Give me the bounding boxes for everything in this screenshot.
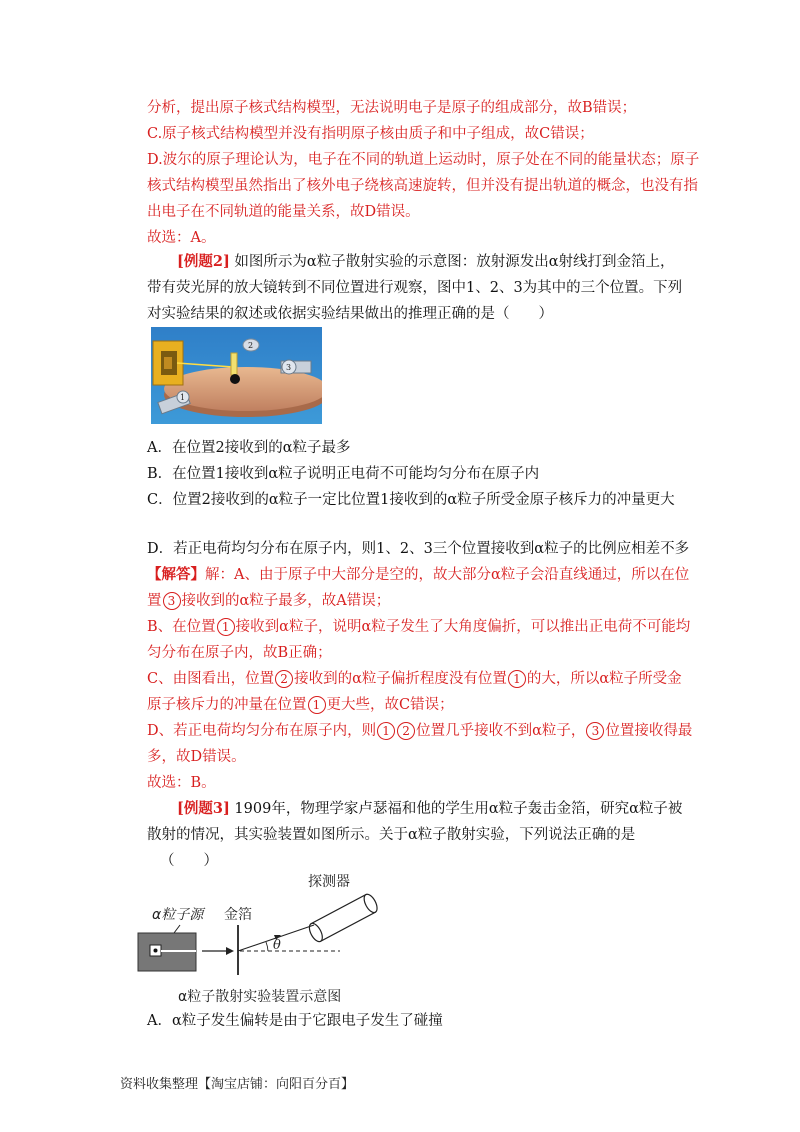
answer-line (147, 669, 682, 689)
answer-line: 多，故D错误。 (147, 749, 246, 765)
option-c: C．位置2接收到的α粒子一定比位置1接收到的α粒子所受金原子核斥力的冲量更大 (147, 492, 675, 508)
circled-number: 2 (397, 722, 415, 740)
answer-text: 更大些，故C错误； (326, 697, 454, 713)
option-b: B．在位置1接收到α粒子说明正电荷不可能均匀分布在原子内 (147, 466, 540, 482)
answer-line (147, 695, 454, 715)
example3-question (177, 799, 682, 819)
question-text: 带有荧光屏的放大镜转到不同位置进行观察，图中1、2、3为其中的三个位置。下列 (147, 280, 683, 296)
circled-number: 1 (308, 696, 326, 714)
question-text: 如图所示为α粒子散射实验的示意图：放射源发出α射线打到金箔上， (234, 254, 675, 270)
answer-line (147, 565, 689, 585)
circled-number: 1 (508, 670, 526, 688)
circled-number: 2 (275, 670, 293, 688)
question-text: 对实验结果的叙述或依据实验结果做出的推理正确的是（ ） (147, 306, 553, 322)
angle-theta-label: θ (273, 938, 281, 953)
answer-text: 接收到的α粒子偏折程度没有位置 (294, 671, 507, 687)
circled-number: 1 (377, 722, 395, 740)
answer-line: 匀分布在原子内，故B正确； (147, 645, 332, 661)
detector-icon (307, 892, 380, 943)
circled-number: 1 (217, 618, 235, 636)
answer-line (147, 617, 690, 637)
answer-text: 的大，所以α粒子所受金 (526, 671, 682, 687)
example-tag: [例题3] (177, 800, 230, 817)
answer-text: 接收到的α粒子最多，故A错误； (181, 593, 391, 609)
option-a: A．在位置2接收到的α粒子最多 (147, 440, 351, 456)
source-label: α粒子源 (152, 907, 204, 923)
answer-text: D、若正电荷均匀分布在原子内，则 (147, 723, 377, 739)
answer-text: 位置几乎接收不到α粒子， (416, 723, 586, 739)
circled-number: 3 (163, 592, 181, 610)
rutherford-setup-figure (130, 867, 390, 1007)
figure-caption: α粒子散射实验装置示意图 (178, 989, 342, 1005)
answer-line: 核式结构模型虽然指出了核外电子绕核高速旋转，但并没有提出轨道的概念，也没有指 (147, 178, 698, 194)
answer-text: C、由图看出，位置 (147, 671, 275, 687)
detector-label: 探测器 (308, 874, 350, 890)
answer-line: C.原子核式结构模型并没有指明原子核由质子和中子组成，故C错误； (147, 126, 594, 142)
option-d: D．若正电荷均匀分布在原子内，则1、2、3三个位置接收到α粒子的比例应相差不多 (147, 541, 690, 557)
question-text: （ ） (160, 853, 218, 869)
answer-text: 置 (147, 593, 162, 609)
answer-text: 解：A、由于原子中大部分是空的，故大部分α粒子会沿直线通过，所以在位 (205, 567, 690, 583)
question-text: 散射的情况，其实验装置如图所示。关于α粒子散射实验，下列说法正确的是 (147, 827, 636, 843)
answer-tag: 【解答】 (147, 566, 205, 583)
answer-text: 接收到α粒子，说明α粒子发生了大角度偏折，可以推出正电荷不可能均 (235, 619, 691, 635)
answer-choice: 故选：B。 (147, 775, 216, 791)
foil-label: 金箔 (224, 907, 252, 923)
answer-line: 分析，提出原子核式结构模型，无法说明电子是原子的组成部分，故B错误； (147, 100, 637, 116)
answer-line: 出电子在不同轨道的能量关系，故D错误。 (147, 204, 420, 220)
option-a: A．α粒子发生偏转是由于它跟电子发生了碰撞 (147, 1013, 443, 1029)
question-text: 1909年，物理学家卢瑟福和他的学生用α粒子轰击金箔，研究α粒子被 (234, 801, 683, 817)
answer-line (147, 721, 692, 741)
answer-line (147, 591, 390, 611)
circled-number: 3 (586, 722, 604, 740)
position-2-label: 2 (248, 341, 254, 350)
answer-text: B、在位置 (147, 619, 216, 635)
answer-choice: 故选：A。 (147, 230, 216, 246)
example-tag: [例题2] (177, 253, 230, 270)
answer-line: D.波尔的原子理论认为，电子在不同的轨道上运动时，原子处在不同的能量状态；原子 (147, 152, 700, 168)
answer-text: 位置接收得最 (605, 723, 693, 739)
scattering-apparatus-figure (151, 327, 322, 424)
example2-question (177, 252, 675, 272)
position-1-label: 1 (180, 393, 186, 402)
answer-text: 原子核斥力的冲量在位置 (147, 697, 307, 713)
position-3-label: 3 (286, 363, 292, 372)
page-footer: 资料收集整理【淘宝店铺：向阳百分百】 (120, 1077, 355, 1092)
